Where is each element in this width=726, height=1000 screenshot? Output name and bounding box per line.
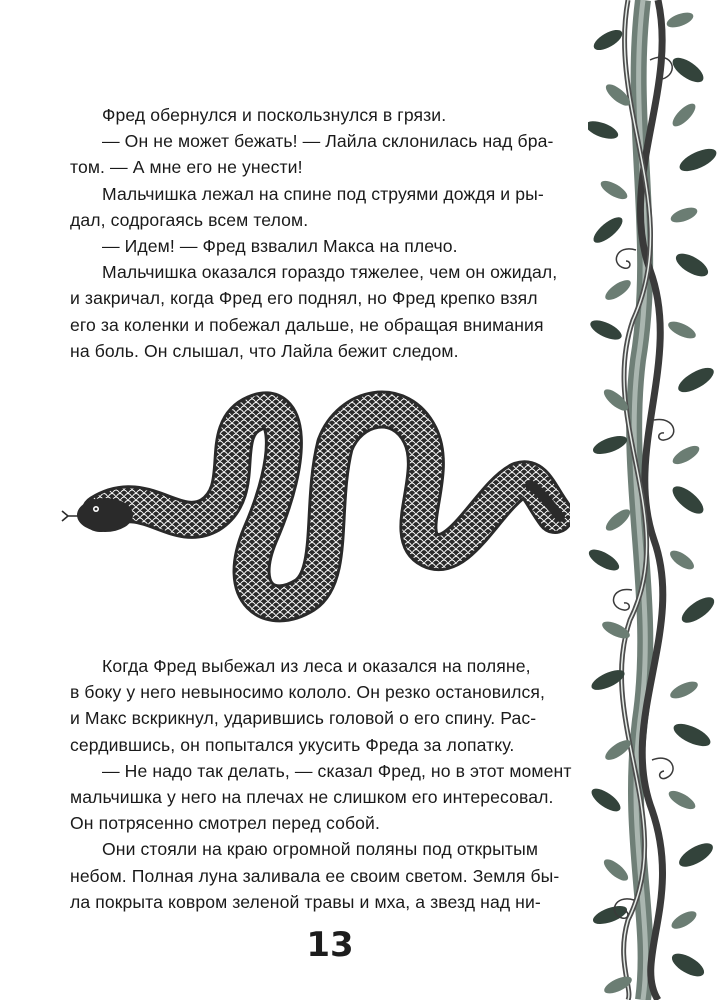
- text-line: — Не надо так делать, — сказал Фред, но в этот момент: [102, 760, 572, 781]
- text-line: его за коленки и побежал дальше, не обращая внимания: [70, 314, 544, 335]
- text-block-top: [70, 102, 570, 364]
- vine-border-illustration: [588, 0, 726, 1000]
- text-line: том. — А мне его не унести!: [70, 157, 303, 178]
- text-line: сердившись, он попытался укусить Фреда за лопатку.: [70, 734, 515, 755]
- text-line: небом. Полная луна заливала ее своим светом. Земля бы-: [70, 865, 560, 886]
- text-block-bottom: [70, 653, 570, 915]
- text-line: — Он не может бежать! — Лайла склонилась над бра-: [102, 131, 554, 152]
- text-line: Он потрясенно смотрел перед собой.: [70, 813, 380, 834]
- text-line: и Макс вскрикнул, ударившись головой о его спину. Рас-: [70, 708, 537, 729]
- text-line: Мальчишка оказался гораздо тяжелее, чем он ожидал,: [102, 262, 558, 283]
- text-line: Мальчишка лежал на спине под струями дождя и ры-: [102, 183, 544, 204]
- snake-illustration: [60, 385, 570, 640]
- page-number: 13: [306, 925, 354, 965]
- text-line: мальчишка у него на плечах не слишком его интересовал.: [70, 787, 554, 808]
- text-line: Фред обернулся и поскользнулся в грязи.: [102, 105, 447, 125]
- text-line: на боль. Он слышал, что Лайла бежит следом.: [70, 340, 459, 361]
- text-line: в боку у него невыносимо кололо. Он резко остановился,: [70, 682, 546, 703]
- text-line: Когда Фред выбежал из леса и оказался на поляне,: [102, 656, 531, 676]
- text-line: Они стояли на краю огромной поляны под открытым: [102, 839, 539, 860]
- text-line: ла покрыта ковром зеленой травы и мха, а звезд над ни-: [70, 891, 541, 912]
- text-line: и закричал, когда Фред его поднял, но Фред крепко взял: [70, 288, 538, 309]
- text-line: дал, содрогаясь всем телом.: [70, 209, 309, 230]
- text-line: — Идем! — Фред взвалил Макса на плечо.: [102, 236, 458, 257]
